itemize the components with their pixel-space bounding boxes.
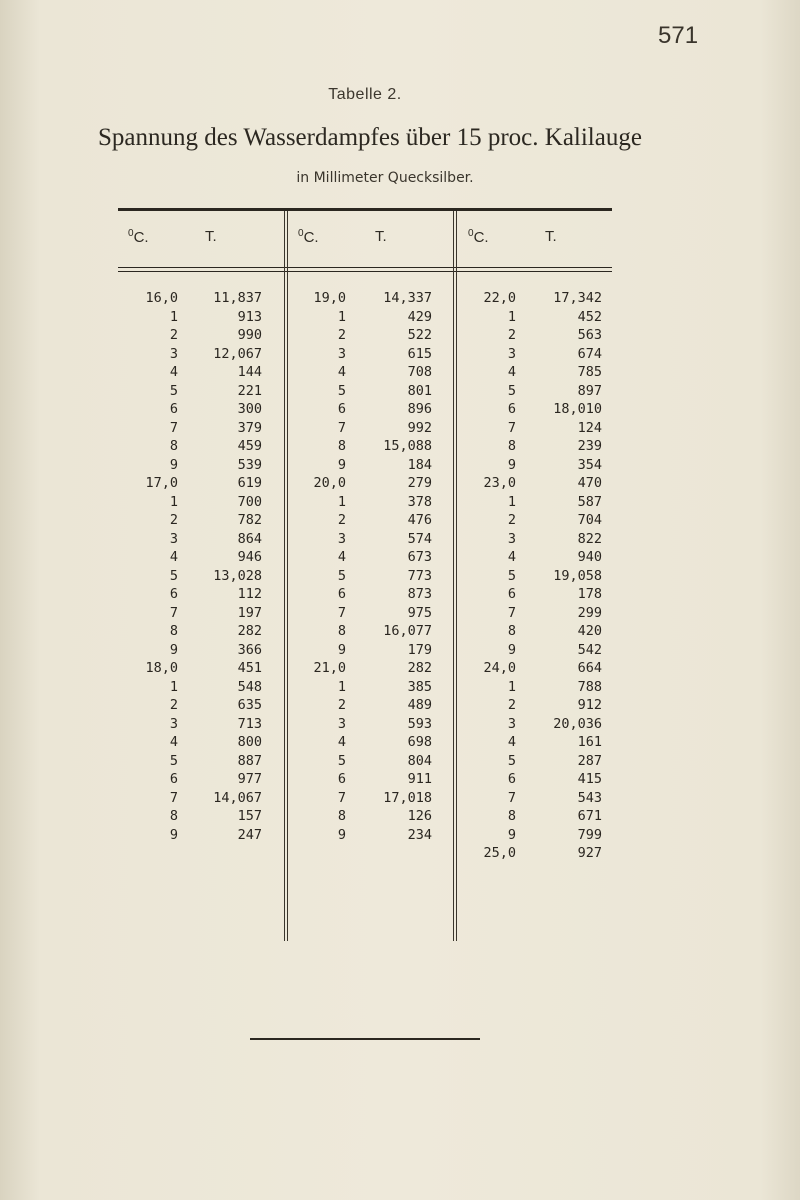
temperature-cell: 9 xyxy=(169,641,178,658)
tension-cell: 476 xyxy=(407,512,432,528)
tension-cell: 542 xyxy=(577,641,602,658)
tension-cell: 429 xyxy=(407,308,432,325)
temperature-cell: 2 xyxy=(337,327,346,343)
tension-cell: 587 xyxy=(577,493,602,510)
temperature-cell: 9 xyxy=(337,456,346,473)
temperature-cell: 2 xyxy=(169,327,178,343)
temperature-cell: 4 xyxy=(507,549,516,565)
temperature-cell: 9 xyxy=(507,826,516,843)
tension-cell: 773 xyxy=(407,567,432,584)
temperature-cell: 2 xyxy=(337,512,346,528)
temperature-cell: 2 xyxy=(169,697,178,713)
tension-cell: 782 xyxy=(237,512,262,528)
header-rule xyxy=(118,267,612,268)
temperature-cell: 2 xyxy=(169,512,178,528)
tension-cell: 20,036 xyxy=(553,715,602,732)
temperature-cell: 16,0 xyxy=(145,290,178,306)
tension-cell: 197 xyxy=(237,604,262,621)
temperature-cell: 6 xyxy=(169,586,178,602)
temperature-cell: 9 xyxy=(169,456,178,473)
temperature-cell: 8 xyxy=(169,623,178,639)
temperature-cell: 7 xyxy=(169,419,178,436)
temperature-cell: 8 xyxy=(337,623,346,639)
tension-cell: 664 xyxy=(577,660,602,676)
temperature-cell: 1 xyxy=(337,678,346,695)
header-rule xyxy=(118,271,612,272)
tension-cell: 698 xyxy=(407,734,432,750)
temperature-cell: 20,0 xyxy=(313,475,346,491)
temperature-cell: 9 xyxy=(337,641,346,658)
tension-cell: 354 xyxy=(577,456,602,473)
tension-cell: 282 xyxy=(237,623,262,639)
tension-cell: 574 xyxy=(407,530,432,547)
tension-cell: 873 xyxy=(407,586,432,602)
temperature-cell: 7 xyxy=(337,419,346,436)
temperature-cell: 23,0 xyxy=(483,475,516,491)
temperature-cell: 21,0 xyxy=(313,660,346,676)
temperature-cell: 22,0 xyxy=(483,290,516,306)
tension-cell: 287 xyxy=(577,752,602,769)
tension-cell: 385 xyxy=(407,678,432,695)
tension-cell: 300 xyxy=(237,401,262,417)
tension-cell: 247 xyxy=(237,826,262,843)
temperature-cell: 5 xyxy=(169,567,178,584)
temperature-cell: 5 xyxy=(169,752,178,769)
tension-cell: 822 xyxy=(577,530,602,547)
temperature-cell: 7 xyxy=(507,604,516,621)
temperature-cell: 3 xyxy=(337,345,346,362)
table-subtitle: in Millimeter Quecksilber. xyxy=(296,170,474,186)
temperature-cell: 3 xyxy=(169,345,178,362)
tension-cell: 946 xyxy=(237,549,262,565)
tension-cell: 178 xyxy=(577,586,602,602)
tension-cell: 990 xyxy=(237,327,262,343)
temperature-cell: 2 xyxy=(507,697,516,713)
temperature-cell: 6 xyxy=(507,586,516,602)
temperature-cell: 3 xyxy=(337,530,346,547)
temperature-cell: 19,0 xyxy=(313,290,346,306)
page-number: 571 xyxy=(658,22,699,49)
table-bottom-rule xyxy=(250,1038,480,1040)
temperature-cell: 8 xyxy=(507,438,516,454)
temperature-cell: 6 xyxy=(507,401,516,417)
temperature-cell: 7 xyxy=(169,604,178,621)
tension-cell: 221 xyxy=(237,382,262,399)
table-top-rule xyxy=(118,208,612,211)
tension-cell: 563 xyxy=(577,327,602,343)
tension-cell: 18,010 xyxy=(553,401,602,417)
temperature-cell: 2 xyxy=(507,512,516,528)
tension-cell: 420 xyxy=(577,623,602,639)
tension-cell: 713 xyxy=(237,715,262,732)
tension-cell: 913 xyxy=(237,308,262,325)
temperature-cell: 5 xyxy=(337,382,346,399)
tension-cell: 184 xyxy=(407,456,432,473)
header-tension: T. xyxy=(375,228,387,245)
temperature-cell: 6 xyxy=(337,586,346,602)
temperature-cell: 1 xyxy=(169,678,178,695)
tension-cell: 470 xyxy=(577,475,602,491)
tension-cell: 16,077 xyxy=(383,623,432,639)
tension-cell: 11,837 xyxy=(213,290,262,306)
tension-cell: 13,028 xyxy=(213,567,262,584)
header-celsius: $^0$C. xyxy=(468,228,489,246)
temperature-cell: 6 xyxy=(337,771,346,787)
tension-cell: 489 xyxy=(407,697,432,713)
temperature-cell: 1 xyxy=(507,493,516,510)
temperature-cell: 1 xyxy=(337,308,346,325)
tension-cell: 112 xyxy=(237,586,262,602)
temperature-cell: 7 xyxy=(507,419,516,436)
tension-cell: 452 xyxy=(577,308,602,325)
tension-cell: 379 xyxy=(237,419,262,436)
temperature-cell: 5 xyxy=(337,752,346,769)
temperature-cell: 8 xyxy=(337,438,346,454)
temperature-cell: 1 xyxy=(337,493,346,510)
tension-cell: 785 xyxy=(577,364,602,380)
temperature-cell: 6 xyxy=(507,771,516,787)
tension-cell: 179 xyxy=(407,641,432,658)
tension-cell: 14,337 xyxy=(383,290,432,306)
tension-cell: 801 xyxy=(407,382,432,399)
temperature-cell: 8 xyxy=(169,438,178,454)
header-tension: T. xyxy=(205,228,217,245)
tension-cell: 619 xyxy=(237,475,262,491)
temperature-cell: 18,0 xyxy=(145,660,178,676)
header-celsius: $^0$C. xyxy=(128,228,149,246)
tension-cell: 673 xyxy=(407,549,432,565)
tension-cell: 896 xyxy=(407,401,432,417)
temperature-cell: 1 xyxy=(169,493,178,510)
tension-cell: 366 xyxy=(237,641,262,658)
tension-cell: 415 xyxy=(577,771,602,787)
temperature-cell: 24,0 xyxy=(483,660,516,676)
temperature-cell: 7 xyxy=(507,789,516,806)
tension-cell: 15,088 xyxy=(383,438,432,454)
temperature-cell: 17,0 xyxy=(145,475,178,491)
tension-cell: 459 xyxy=(237,438,262,454)
temperature-cell: 9 xyxy=(507,456,516,473)
temperature-cell: 7 xyxy=(169,789,178,806)
temperature-cell: 4 xyxy=(507,364,516,380)
tension-cell: 548 xyxy=(237,678,262,695)
tension-cell: 157 xyxy=(237,808,262,824)
tension-cell: 144 xyxy=(237,364,262,380)
tension-cell: 788 xyxy=(577,678,602,695)
temperature-cell: 5 xyxy=(507,752,516,769)
temperature-cell: 3 xyxy=(169,715,178,732)
temperature-cell: 3 xyxy=(169,530,178,547)
header-celsius: $^0$C. xyxy=(298,228,319,246)
temperature-cell: 8 xyxy=(337,808,346,824)
temperature-cell: 9 xyxy=(337,826,346,843)
tension-cell: 282 xyxy=(407,660,432,676)
tension-cell: 804 xyxy=(407,752,432,769)
tension-cell: 12,067 xyxy=(213,345,262,362)
tension-cell: 239 xyxy=(577,438,602,454)
temperature-cell: 8 xyxy=(507,623,516,639)
temperature-cell: 3 xyxy=(507,530,516,547)
temperature-cell: 2 xyxy=(337,697,346,713)
temperature-cell: 8 xyxy=(169,808,178,824)
temperature-cell: 5 xyxy=(507,382,516,399)
temperature-cell: 1 xyxy=(507,308,516,325)
tension-cell: 522 xyxy=(407,327,432,343)
tension-cell: 635 xyxy=(237,697,262,713)
tension-cell: 911 xyxy=(407,771,432,787)
temperature-cell: 9 xyxy=(169,826,178,843)
tension-cell: 887 xyxy=(237,752,262,769)
tension-cell: 992 xyxy=(407,419,432,436)
temperature-cell: 5 xyxy=(169,382,178,399)
tension-cell: 161 xyxy=(577,734,602,750)
temperature-cell: 5 xyxy=(507,567,516,584)
tension-cell: 543 xyxy=(577,789,602,806)
tension-cell: 671 xyxy=(577,808,602,824)
tension-cell: 864 xyxy=(237,530,262,547)
tension-cell: 799 xyxy=(577,826,602,843)
tension-cell: 800 xyxy=(237,734,262,750)
temperature-cell: 6 xyxy=(337,401,346,417)
header-tension: T. xyxy=(545,228,557,245)
tension-cell: 539 xyxy=(237,456,262,473)
temperature-cell: 7 xyxy=(337,789,346,806)
temperature-cell: 4 xyxy=(169,364,178,380)
temperature-cell: 4 xyxy=(169,734,178,750)
tension-cell: 897 xyxy=(577,382,602,399)
temperature-cell: 4 xyxy=(337,734,346,750)
temperature-cell: 1 xyxy=(507,678,516,695)
temperature-cell: 25,0 xyxy=(483,845,516,861)
tension-cell: 977 xyxy=(237,771,262,787)
temperature-cell: 6 xyxy=(169,401,178,417)
tension-cell: 17,018 xyxy=(383,789,432,806)
tension-cell: 912 xyxy=(577,697,602,713)
temperature-cell: 4 xyxy=(337,364,346,380)
temperature-cell: 3 xyxy=(507,715,516,732)
tension-cell: 975 xyxy=(407,604,432,621)
tension-cell: 700 xyxy=(237,493,262,510)
tension-cell: 927 xyxy=(577,845,602,861)
tension-cell: 940 xyxy=(577,549,602,565)
tension-cell: 19,058 xyxy=(553,567,602,584)
tension-cell: 17,342 xyxy=(553,290,602,306)
tension-cell: 704 xyxy=(577,512,602,528)
temperature-cell: 5 xyxy=(337,567,346,584)
temperature-cell: 3 xyxy=(507,345,516,362)
table-title: Spannung des Wasserdampfes über 15 proc. Kalilauge xyxy=(98,124,642,151)
tension-cell: 674 xyxy=(577,345,602,362)
table-label: Tabelle 2. xyxy=(328,86,402,103)
temperature-cell: 3 xyxy=(337,715,346,732)
tension-cell: 14,067 xyxy=(213,789,262,806)
temperature-cell: 2 xyxy=(507,327,516,343)
temperature-cell: 6 xyxy=(169,771,178,787)
tension-cell: 615 xyxy=(407,345,432,362)
temperature-cell: 4 xyxy=(337,549,346,565)
tension-cell: 279 xyxy=(407,475,432,491)
tension-cell: 708 xyxy=(407,364,432,380)
temperature-cell: 1 xyxy=(169,308,178,325)
temperature-cell: 4 xyxy=(169,549,178,565)
temperature-cell: 8 xyxy=(507,808,516,824)
tension-cell: 124 xyxy=(577,419,602,436)
tension-cell: 126 xyxy=(407,808,432,824)
tension-cell: 593 xyxy=(407,715,432,732)
tension-cell: 378 xyxy=(407,493,432,510)
temperature-cell: 9 xyxy=(507,641,516,658)
tension-cell: 451 xyxy=(237,660,262,676)
temperature-cell: 7 xyxy=(337,604,346,621)
tension-cell: 234 xyxy=(407,826,432,843)
tension-cell: 299 xyxy=(577,604,602,621)
temperature-cell: 4 xyxy=(507,734,516,750)
